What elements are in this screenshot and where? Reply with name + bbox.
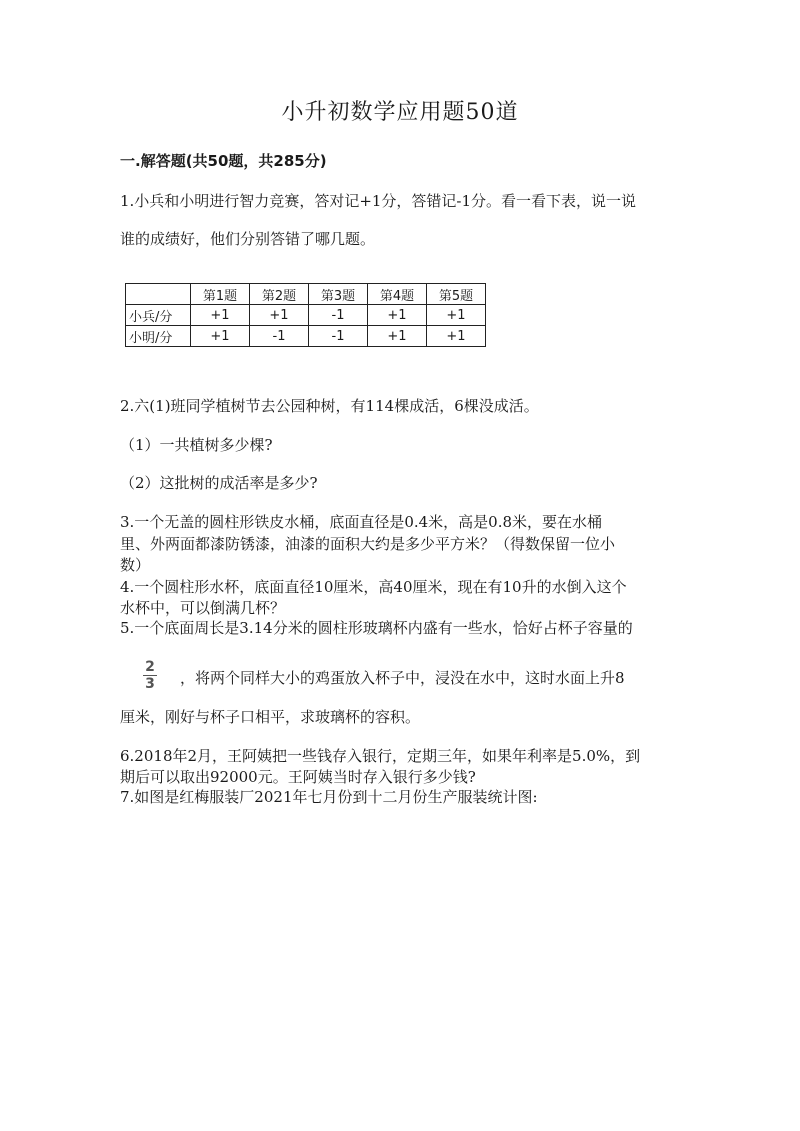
question-2-line-1: 2.六(1)班同学植树节去公园种树，有114棵成活，6棵没成活。 — [120, 397, 539, 415]
question-5-line-2: ，将两个同样大小的鸡蛋放入杯子中，浸没在水中，这时水面上升8 — [180, 669, 625, 687]
table-header-cell: 第4题 — [368, 284, 427, 305]
table-cell: +1 — [250, 305, 309, 326]
question-2-sub-2: （2）这批树的成活率是多少? — [120, 474, 318, 492]
question-5-line-1: 5.一个底面周长是3.14分米的圆柱形玻璃杯内盛有一些水，恰好占杯子容量的 — [120, 619, 633, 637]
table-row-label: 小明/分 — [126, 326, 191, 347]
question-7-line-1: 7.如图是红梅服装厂2021年七月份到十二月份生产服装统计图: — [120, 788, 538, 806]
question-4-line-1: 4.一个圆柱形水杯，底面直径10厘米，高40厘米，现在有10升的水倒入这个 — [120, 578, 627, 596]
fraction-two-thirds — [143, 660, 157, 691]
table-row — [126, 326, 486, 347]
question-2-sub-1: （1）一共植树多少棵? — [120, 436, 273, 454]
question-4-line-2: 水杯中，可以倒满几杯？ — [120, 599, 286, 617]
section-heading: 一.解答题(共50题，共285分) — [120, 152, 327, 170]
fraction-numerator: 2 — [145, 659, 155, 675]
table-header-cell: 第5题 — [427, 284, 486, 305]
table-cell: -1 — [250, 326, 309, 347]
question-5-line-3: 厘米，刚好与杯子口相平，求玻璃杯的容积。 — [120, 708, 421, 726]
table-header-cell: 第3题 — [309, 284, 368, 305]
question-3-line-2: 里、外两面都漆防锈漆，油漆的面积大约是多少平方米？（得数保留一位小 — [120, 535, 616, 553]
question-6-line-2: 期后可以取出92000元。王阿姨当时存入银行多少钱? — [120, 768, 476, 786]
question-3-line-3: 数） — [120, 556, 151, 574]
table-cell: +1 — [191, 305, 250, 326]
table-cell: +1 — [191, 326, 250, 347]
table-header-cell: 第2题 — [250, 284, 309, 305]
question-6-line-1: 6.2018年2月，王阿姨把一些钱存入银行，定期三年，如果年利率是5.0%，到 — [120, 747, 641, 765]
table-cell: +1 — [368, 305, 427, 326]
question-3-line-1: 3.一个无盖的圆柱形铁皮水桶，底面直径是0.4米，高是0.8米，要在水桶 — [120, 513, 603, 531]
table-cell: -1 — [309, 326, 368, 347]
table-header-cell: 第1题 — [191, 284, 250, 305]
score-table — [125, 283, 486, 347]
table-header-row — [126, 284, 486, 305]
table-cell: -1 — [309, 305, 368, 326]
table-header-cell — [126, 284, 191, 305]
question-1-line-2: 谁的成绩好，他们分别答错了哪几题。 — [120, 230, 376, 248]
table-cell: +1 — [427, 326, 486, 347]
table-row — [126, 305, 486, 326]
page-title: 小升初数学应用题50道 — [281, 100, 519, 125]
table-cell: +1 — [427, 305, 486, 326]
table-row-label: 小兵/分 — [126, 305, 191, 326]
table-cell: +1 — [368, 326, 427, 347]
question-1-line-1: 1.小兵和小明进行智力竞赛，答对记+1分，答错记-1分。看一看下表，说一说 — [120, 192, 637, 210]
fraction-denominator: 3 — [145, 676, 155, 692]
